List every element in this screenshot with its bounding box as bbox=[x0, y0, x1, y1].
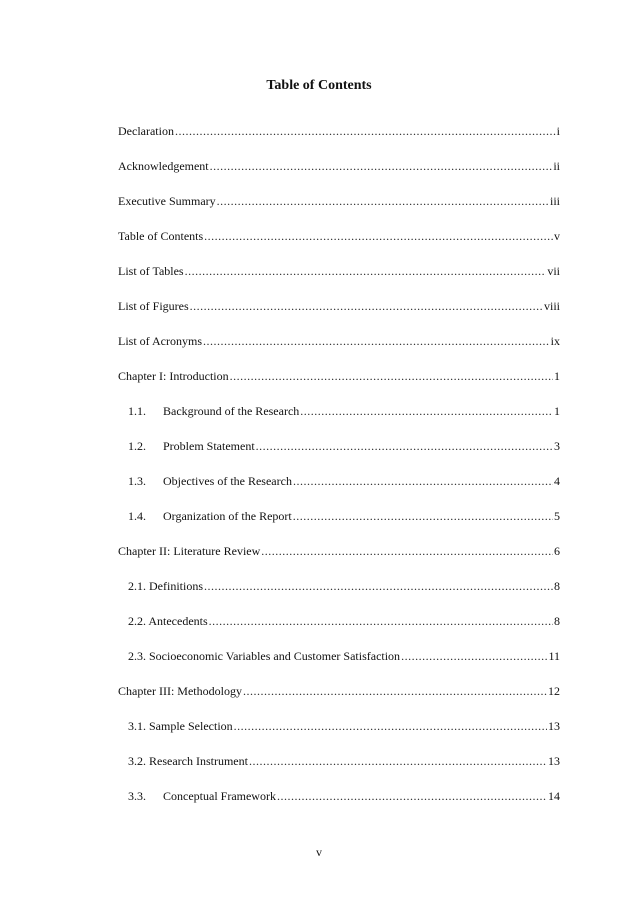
toc-entry-page: 14 bbox=[548, 789, 560, 803]
toc-entry-page: i bbox=[556, 124, 560, 138]
toc-entry bbox=[128, 438, 560, 454]
toc-leader-dots bbox=[300, 403, 553, 419]
page-title: Table of Contents bbox=[266, 78, 372, 93]
toc-entry-label: Chapter I: Introduction bbox=[118, 369, 229, 383]
toc-entry-page: viii bbox=[543, 299, 560, 313]
toc-entry-label: Executive Summary bbox=[118, 194, 216, 208]
toc-entry-label: Declaration bbox=[118, 124, 174, 138]
toc-entry-label: Problem Statement bbox=[163, 439, 255, 453]
toc-entry-page: 11 bbox=[548, 649, 560, 663]
toc-leader-dots bbox=[293, 473, 553, 489]
toc-entry-label: Background of the Research bbox=[163, 404, 300, 418]
toc-leader-dots bbox=[185, 263, 547, 279]
toc-entry bbox=[118, 333, 560, 349]
toc-entry bbox=[118, 123, 560, 139]
toc-leader-dots bbox=[256, 438, 553, 454]
toc-entry-page: 6 bbox=[554, 544, 560, 558]
toc-entry bbox=[118, 683, 560, 699]
toc-entry-label: Conceptual Framework bbox=[163, 789, 276, 803]
toc-entry-page: 5 bbox=[554, 509, 560, 523]
toc-leader-dots bbox=[261, 543, 553, 559]
toc-entry bbox=[118, 368, 560, 384]
toc-entry-label: Organization of the Report bbox=[163, 509, 292, 523]
toc-entry-label: List of Acronyms bbox=[118, 334, 202, 348]
toc-entry bbox=[118, 298, 560, 314]
toc-entry-label: List of Tables bbox=[118, 264, 184, 278]
toc-leader-dots bbox=[217, 193, 549, 209]
toc-leader-dots bbox=[230, 368, 553, 384]
toc-entry bbox=[118, 158, 560, 174]
toc-leader-dots bbox=[203, 333, 550, 349]
toc-entry bbox=[128, 648, 560, 664]
toc-entry-number: 1.3. bbox=[128, 474, 146, 488]
toc-entry-page: 1 bbox=[554, 369, 560, 383]
toc-entry-page: vii bbox=[547, 264, 560, 278]
toc-entry-label: Chapter III: Methodology bbox=[118, 684, 242, 698]
toc-leader-dots bbox=[175, 123, 556, 139]
toc-leader-dots bbox=[249, 753, 547, 769]
toc-entry bbox=[128, 473, 560, 489]
toc-entry-number: 3.3. bbox=[128, 789, 146, 803]
toc-entry-label: Objectives of the Research bbox=[163, 474, 292, 488]
toc-entry-page: ii bbox=[553, 159, 560, 173]
toc-entry-label: 3.2. Research Instrument bbox=[128, 754, 248, 768]
toc-leader-dots bbox=[204, 578, 553, 594]
toc-entry bbox=[128, 788, 560, 804]
toc-entry-label: 2.3. Socioeconomic Variables and Customer Satisfaction bbox=[128, 649, 401, 663]
toc-leader-dots bbox=[190, 298, 543, 314]
toc-leader-dots bbox=[293, 508, 553, 524]
toc-entry-page: 1 bbox=[554, 404, 560, 418]
toc-entry bbox=[128, 578, 560, 594]
toc-entry-label: Chapter II: Literature Review bbox=[118, 544, 261, 558]
toc-entry-page: 13 bbox=[548, 719, 560, 733]
toc-entry-page: 12 bbox=[548, 684, 560, 698]
toc-entry-label: 3.1. Sample Selection bbox=[128, 719, 233, 733]
toc-leader-dots bbox=[210, 158, 553, 174]
page-number-footer: v bbox=[316, 845, 322, 859]
toc-entry-number: 1.2. bbox=[128, 439, 146, 453]
toc-entry bbox=[128, 613, 560, 629]
toc-entry bbox=[118, 193, 560, 209]
toc-entry-page: v bbox=[554, 229, 560, 243]
toc-leader-dots bbox=[243, 683, 547, 699]
toc-leader-dots bbox=[401, 648, 547, 664]
toc-entry bbox=[118, 263, 560, 279]
toc-entry-page: 8 bbox=[554, 614, 560, 628]
toc-entry-page: 8 bbox=[554, 579, 560, 593]
toc-entry-number: 1.4. bbox=[128, 509, 146, 523]
toc-entry-number: 1.1. bbox=[128, 404, 146, 418]
toc-entry bbox=[128, 508, 560, 524]
toc-entry-page: iii bbox=[549, 194, 560, 208]
toc-entry bbox=[128, 403, 560, 419]
toc-entry-page: 4 bbox=[554, 474, 560, 488]
toc-leader-dots bbox=[204, 228, 553, 244]
toc-entry-label: 2.2. Antecedents bbox=[128, 614, 208, 628]
toc-entry-label: Table of Contents bbox=[118, 229, 204, 243]
toc-leader-dots bbox=[209, 613, 553, 629]
toc-entry bbox=[128, 753, 560, 769]
toc-leader-dots bbox=[277, 788, 547, 804]
toc-entry-page: 13 bbox=[548, 754, 560, 768]
toc-entry bbox=[118, 543, 560, 559]
toc-entry-page: 3 bbox=[554, 439, 560, 453]
toc-entry-label: List of Figures bbox=[118, 299, 189, 313]
toc-entry-label: 2.1. Definitions bbox=[128, 579, 203, 593]
toc-entry-page: ix bbox=[550, 334, 560, 348]
toc-leader-dots bbox=[234, 718, 547, 734]
toc-entry bbox=[128, 718, 560, 734]
toc-entry bbox=[118, 228, 560, 244]
toc-entry-label: Acknowledgement bbox=[118, 159, 209, 173]
